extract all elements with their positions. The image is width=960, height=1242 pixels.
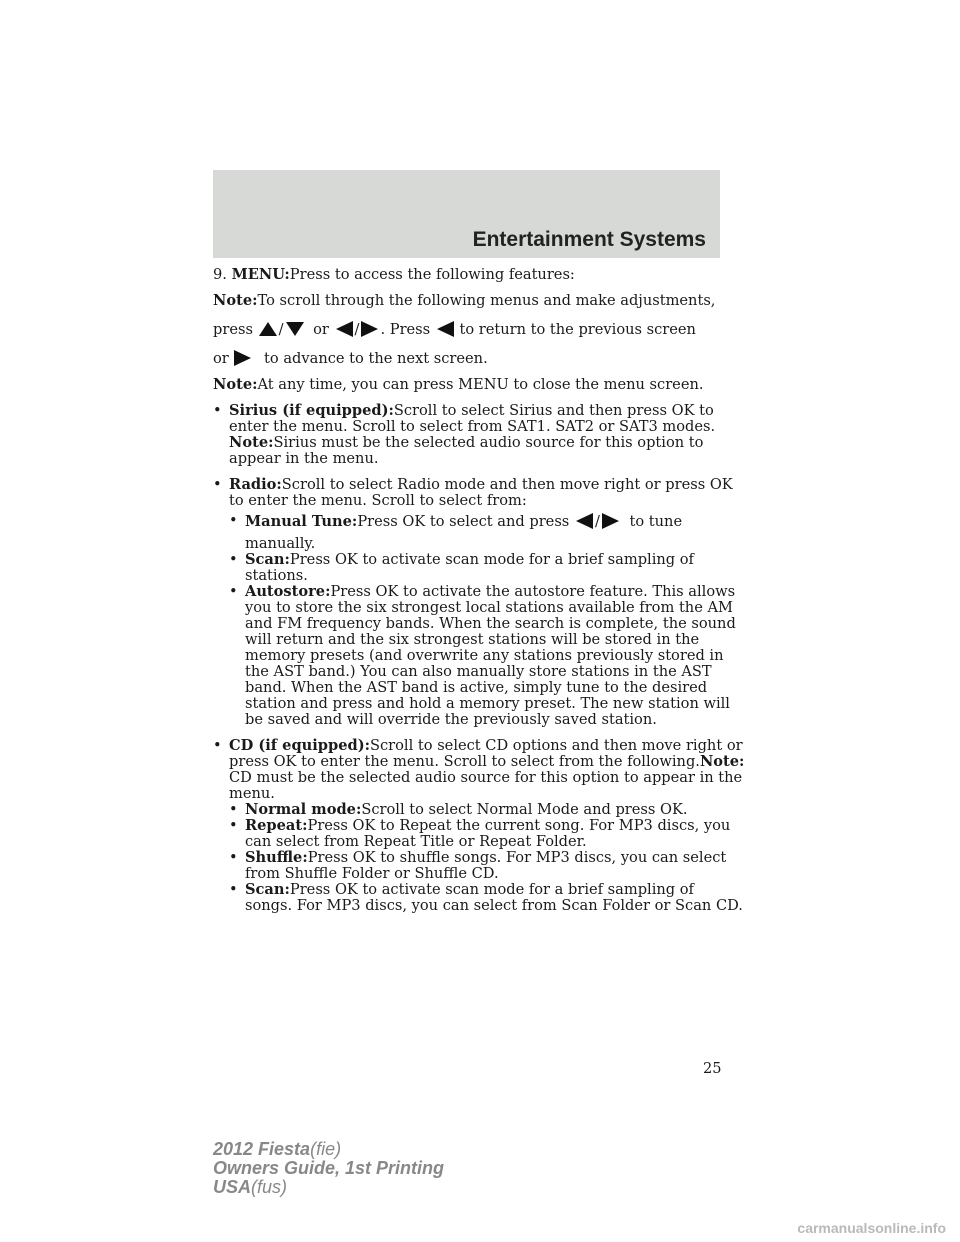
note-text: To scroll through the following menus and make adjustments, bbox=[257, 292, 716, 309]
sub-bullet-label: Scan: bbox=[245, 881, 290, 898]
sub-bullet-text: can select from Repeat Title or Repeat Folder. bbox=[245, 833, 587, 850]
sub-bullet-text: memory presets (and overwrite any stations previously stored in bbox=[245, 647, 724, 664]
sub-bullet-text: stations. bbox=[245, 567, 308, 584]
bullet-text: appear in the menu. bbox=[229, 450, 379, 467]
sub-bullet-text: Press OK to activate scan mode for a brief sampling of bbox=[289, 551, 694, 568]
footer-code: (fie) bbox=[310, 1139, 342, 1159]
bullet-text: press OK to enter the menu. Scroll to select from the following. bbox=[229, 753, 700, 770]
sub-bullet-text: will return and the six strongest stations will be stored in the bbox=[245, 631, 700, 648]
bullet: • bbox=[229, 881, 238, 898]
bullet-text: CD must be the selected audio source for this option to appear in the bbox=[229, 769, 743, 786]
bullet-text: Sirius must be the selected audio source for this option to bbox=[273, 434, 704, 451]
right-arrow-icon bbox=[233, 350, 253, 366]
bullet: • bbox=[229, 817, 238, 834]
sub-bullet-text: manually. bbox=[245, 535, 316, 552]
sub-bullet-label: Manual Tune: bbox=[245, 513, 358, 530]
footer-market: USA bbox=[213, 1177, 252, 1197]
sub-bullet-autostore bbox=[229, 583, 736, 728]
bullet: • bbox=[229, 551, 238, 568]
sub-bullet-text: Press OK to select and press bbox=[357, 513, 570, 530]
bullet-text: to enter the menu. Scroll to select from: bbox=[229, 492, 527, 509]
bullet: • bbox=[229, 583, 238, 600]
advance-text: to advance to the next screen. bbox=[264, 350, 488, 367]
footer-printing: Owners Guide, 1st Printing bbox=[213, 1158, 445, 1178]
return-text: to return to the previous screen bbox=[459, 321, 696, 338]
item-9-menu bbox=[213, 267, 723, 283]
watermark: carmanualsonline.info bbox=[797, 1220, 946, 1236]
sub-bullet-label: Scan: bbox=[245, 551, 290, 568]
bullet: • bbox=[229, 801, 238, 818]
bullet-text: Scroll to select Radio mode and then move right or press OK bbox=[281, 476, 733, 493]
bullet-text: enter the menu. Scroll to select from SAT1. SAT2 or SAT3 modes. bbox=[229, 418, 716, 435]
sub-bullet-shuffle bbox=[229, 849, 727, 882]
sub-bullet-text: from Shuffle Folder or Shuffle CD. bbox=[245, 865, 499, 882]
sub-bullet-text: Press OK to Repeat the current song. For MP3 discs, you bbox=[307, 817, 731, 834]
note-scroll bbox=[213, 293, 723, 367]
bullet-radio bbox=[213, 476, 736, 728]
sub-bullet-manual-tune bbox=[229, 513, 723, 552]
note-press-text: press bbox=[213, 321, 253, 338]
bullet-label: Radio: bbox=[229, 476, 282, 493]
page-content bbox=[213, 266, 745, 914]
item-number: 9. bbox=[213, 266, 227, 283]
left-arrow-icon bbox=[435, 321, 455, 337]
sub-bullet-repeat bbox=[229, 817, 731, 850]
sub-bullet-text: Press OK to shuffle songs. For MP3 discs, you can select bbox=[307, 849, 727, 866]
bullet-sirius bbox=[213, 403, 723, 467]
sub-bullet-scan bbox=[229, 552, 723, 584]
bullet: • bbox=[229, 849, 238, 866]
slash: / bbox=[354, 321, 360, 338]
sub-bullet-text: songs. For MP3 discs, you can select from Scan Folder or Scan CD. bbox=[245, 897, 743, 914]
note-text: At any time, you can press MENU to close the menu screen. bbox=[257, 376, 704, 393]
sub-bullet-text: the AST band.) You can also manually store stations in the AST bbox=[245, 663, 712, 680]
right-arrow-icon bbox=[360, 321, 380, 337]
or-text: or bbox=[213, 350, 229, 367]
sub-bullet-text: band. When the AST band is active, simply tune to the desired bbox=[245, 679, 708, 696]
bullet-label: Sirius (if equipped): bbox=[229, 402, 394, 419]
slash: / bbox=[594, 513, 600, 530]
up-arrow-icon bbox=[258, 321, 278, 337]
sub-bullet-text: Press OK to activate scan mode for a brief sampling of bbox=[289, 881, 694, 898]
item-text: Press to access the following features: bbox=[289, 266, 575, 283]
section-header-band bbox=[213, 170, 720, 258]
sub-bullet-cd-scan bbox=[229, 881, 743, 914]
slash: / bbox=[278, 321, 284, 338]
right-arrow-icon bbox=[601, 513, 621, 529]
sub-bullet-label: Repeat: bbox=[245, 817, 308, 834]
sub-bullet-text: you to store the six strongest local stations available from the AM bbox=[245, 599, 733, 616]
left-arrow-icon bbox=[574, 513, 594, 529]
sub-bullet-text: station and press and hold a memory preset. The new station will bbox=[245, 695, 730, 712]
sub-bullet-text: and FM frequency bands. When the search is complete, the sound bbox=[245, 615, 736, 632]
sub-bullet-text: to tune bbox=[629, 513, 683, 530]
footer-edition bbox=[213, 1140, 444, 1197]
left-arrow-icon bbox=[334, 321, 354, 337]
bullet-text: Scroll to select Sirius and then press OK to bbox=[393, 402, 714, 419]
bullet-text: Scroll to select CD options and then move right or bbox=[370, 737, 743, 754]
bullet: • bbox=[229, 512, 238, 529]
sub-bullet-label: Normal mode: bbox=[245, 801, 362, 818]
bullet: • bbox=[213, 476, 222, 493]
bullet-label: CD (if equipped): bbox=[229, 737, 370, 754]
sub-bullet-label: Autostore: bbox=[245, 583, 331, 600]
press-text: . Press bbox=[380, 321, 431, 338]
footer-code: (fus) bbox=[251, 1177, 288, 1197]
sub-bullet-normal-mode bbox=[229, 802, 723, 818]
item-label: MENU: bbox=[231, 266, 290, 283]
or-text: or bbox=[313, 321, 329, 338]
note-label: Note: bbox=[699, 753, 745, 770]
sub-bullet-text: Press OK to activate the autostore feature. This allows bbox=[330, 583, 736, 600]
sub-bullet-text: be saved and will override the previously saved station. bbox=[245, 711, 657, 728]
bullet-text: menu. bbox=[229, 785, 275, 802]
footer-model: 2012 Fiesta bbox=[213, 1139, 311, 1159]
note-label: Note: bbox=[213, 292, 258, 309]
page-number: 25 bbox=[703, 1060, 722, 1077]
note-label: Note: bbox=[213, 376, 258, 393]
bullet: • bbox=[213, 737, 222, 754]
note-label: Note: bbox=[229, 434, 274, 451]
bullet-cd bbox=[213, 737, 745, 914]
note-close-menu bbox=[213, 377, 723, 393]
bullet: • bbox=[213, 402, 222, 419]
sub-bullet-text: Scroll to select Normal Mode and press OK. bbox=[361, 801, 688, 818]
down-arrow-icon bbox=[285, 321, 305, 337]
section-title: Entertainment Systems bbox=[472, 228, 706, 251]
sub-bullet-label: Shuffle: bbox=[245, 849, 308, 866]
